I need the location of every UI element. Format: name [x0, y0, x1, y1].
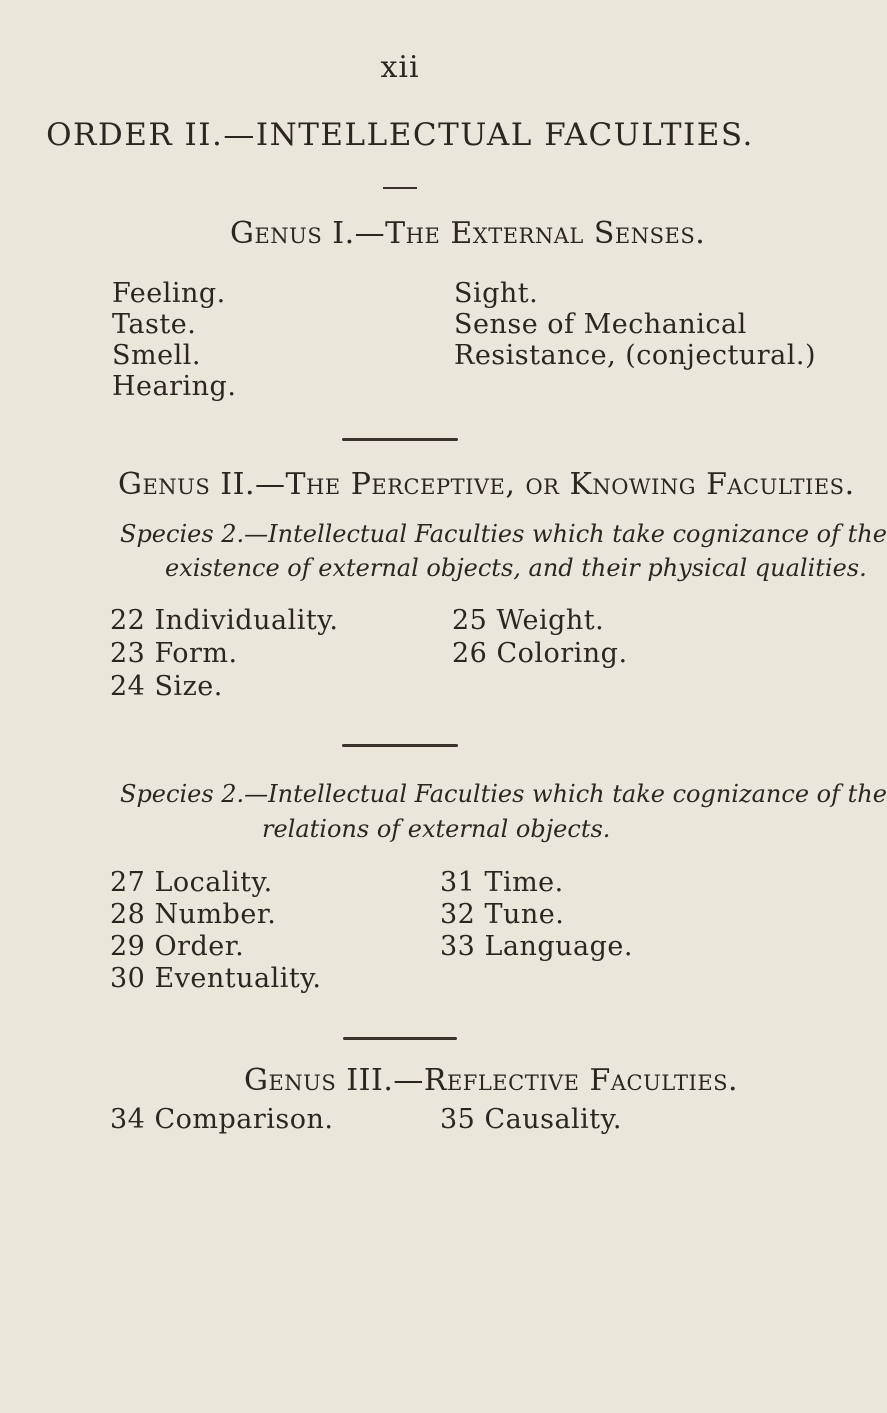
genus-2-heading: Genus II.—The Perceptive, or Knowing Faculties. — [118, 467, 855, 502]
genus-1-item: Smell. — [112, 340, 201, 371]
genus-3-item: 34 Comparison. — [110, 1104, 334, 1135]
species-a-description-line-1: Species 2.—Intellectual Faculties which take cognizance of the — [120, 520, 887, 548]
order-title: ORDER II.—INTELLECTUAL FACULTIES. — [46, 117, 754, 153]
faculty-item: 26 Coloring. — [452, 638, 628, 669]
species-a-description-line-2: existence of external objects, and their physical qualities. — [165, 554, 867, 582]
faculty-item: 29 Order. — [110, 931, 245, 962]
genus-1-item: Taste. — [112, 309, 197, 340]
section-divider — [342, 744, 458, 747]
section-divider — [343, 1037, 457, 1040]
faculty-item: 28 Number. — [110, 899, 277, 930]
genus-1-item: Resistance, (conjectural.) — [454, 340, 817, 371]
genus-1-heading: Genus I.—The External Senses. — [230, 216, 706, 251]
genus-1-item: Sight. — [454, 278, 539, 309]
species-b-description-line-1: Species 2.—Intellectual Faculties which take cognizance of the — [120, 780, 887, 808]
genus-1-item: Sense of Mechanical — [454, 309, 747, 340]
genus-1-item: Hearing. — [112, 371, 237, 402]
genus-3-heading: Genus III.—Reflective Faculties. — [244, 1063, 739, 1098]
faculty-item: 32 Tune. — [440, 899, 565, 930]
faculty-item: 24 Size. — [110, 671, 223, 702]
species-b-description-line-2: relations of external objects. — [262, 815, 611, 843]
section-divider — [342, 438, 458, 441]
faculty-item: 23 Form. — [110, 638, 238, 669]
title-rule — [383, 187, 417, 189]
faculty-item: 22 Individuality. — [110, 605, 339, 636]
faculty-item: 25 Weight. — [452, 605, 605, 636]
faculty-item: 27 Locality. — [110, 867, 273, 898]
genus-1-item: Feeling. — [112, 278, 226, 309]
faculty-item: 30 Eventuality. — [110, 963, 322, 994]
page-number: xii — [380, 50, 420, 85]
faculty-item: 31 Time. — [440, 867, 564, 898]
faculty-item: 33 Language. — [440, 931, 633, 962]
genus-3-item: 35 Causality. — [440, 1104, 622, 1135]
